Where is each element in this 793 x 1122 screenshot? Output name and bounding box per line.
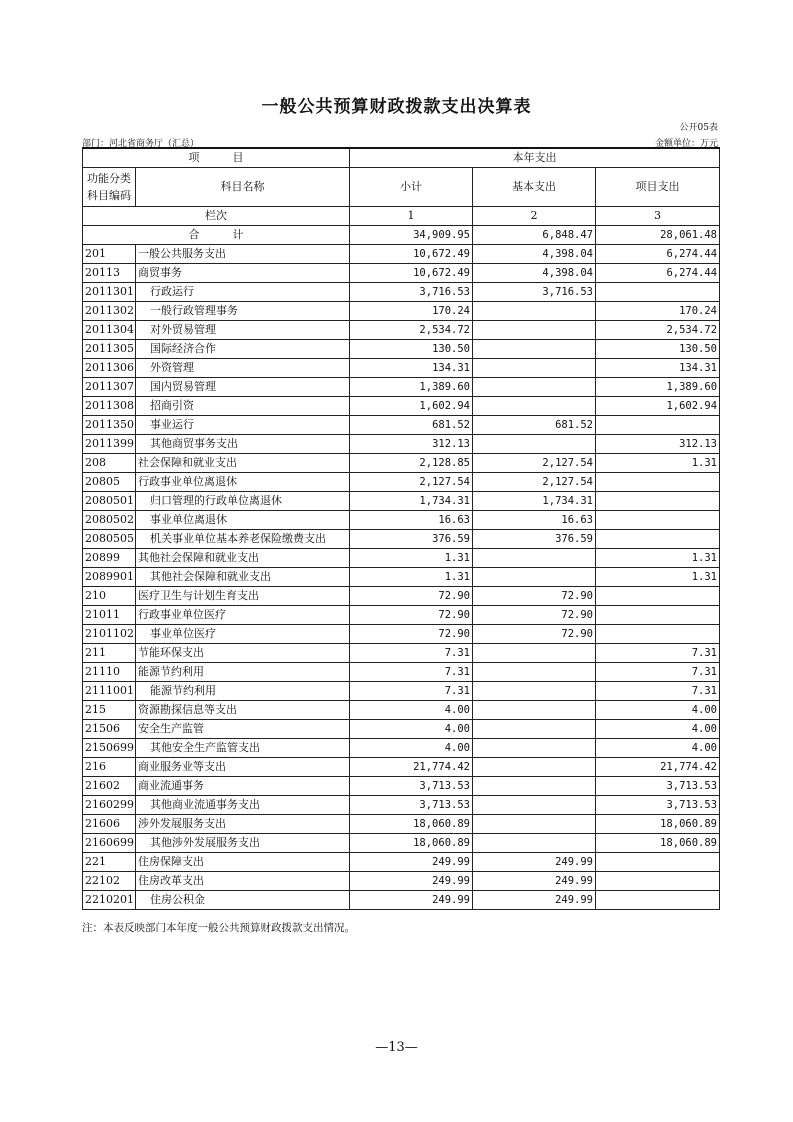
row-name: 国际经济合作	[136, 340, 350, 359]
row-subtotal: 72.90	[350, 587, 473, 606]
row-subtotal: 376.59	[350, 530, 473, 549]
row-subtotal: 10,672.49	[350, 264, 473, 283]
row-basic: 3,716.53	[473, 283, 596, 302]
row-subtotal: 312.13	[350, 435, 473, 454]
row-name: 涉外发展服务支出	[136, 815, 350, 834]
header-project: 项 目	[83, 148, 350, 168]
row-basic: 72.90	[473, 625, 596, 644]
row-basic	[473, 777, 596, 796]
row-basic: 1,734.31	[473, 492, 596, 511]
row-subtotal: 249.99	[350, 853, 473, 872]
row-basic: 681.52	[473, 416, 596, 435]
row-code: 2011306	[83, 359, 136, 378]
row-name: 住房保障支出	[136, 853, 350, 872]
row-subtotal: 18,060.89	[350, 815, 473, 834]
row-code: 2011301	[83, 283, 136, 302]
row-code: 20899	[83, 549, 136, 568]
row-code: 2089901	[83, 568, 136, 587]
row-name: 其他涉外发展服务支出	[136, 834, 350, 853]
row-project: 4.00	[596, 701, 720, 720]
row-name: 其他商贸事务支出	[136, 435, 350, 454]
table-row	[83, 416, 720, 435]
row-name: 招商引资	[136, 397, 350, 416]
row-code: 2011304	[83, 321, 136, 340]
row-name: 对外贸易管理	[136, 321, 350, 340]
row-code: 2210201	[83, 891, 136, 910]
row-basic	[473, 397, 596, 416]
row-subtotal: 4.00	[350, 701, 473, 720]
row-code: 2111001	[83, 682, 136, 701]
row-project	[596, 587, 720, 606]
row-name: 能源节约利用	[136, 682, 350, 701]
row-basic	[473, 359, 596, 378]
row-basic	[473, 739, 596, 758]
row-name: 一般行政管理事务	[136, 302, 350, 321]
row-name: 住房公积金	[136, 891, 350, 910]
row-name: 能源节约利用	[136, 663, 350, 682]
row-project: 3,713.53	[596, 777, 720, 796]
table-row	[83, 853, 720, 872]
row-name: 安全生产监管	[136, 720, 350, 739]
header-func-code: 功能分类科目编码	[83, 168, 136, 207]
row-subtotal: 3,713.53	[350, 796, 473, 815]
row-code: 20805	[83, 473, 136, 492]
header-project-exp: 项目支出	[596, 168, 720, 207]
row-subtotal: 72.90	[350, 625, 473, 644]
row-subtotal: 1.31	[350, 568, 473, 587]
row-name: 事业单位医疗	[136, 625, 350, 644]
row-name: 归口管理的行政单位离退休	[136, 492, 350, 511]
row-code: 2080502	[83, 511, 136, 530]
row-project: 2,534.72	[596, 321, 720, 340]
table-row	[83, 245, 720, 264]
row-subtotal: 130.50	[350, 340, 473, 359]
header-current-year: 本年支出	[350, 148, 720, 168]
table-row	[83, 663, 720, 682]
row-basic	[473, 758, 596, 777]
row-name: 医疗卫生与计划生育支出	[136, 587, 350, 606]
row-subtotal: 7.31	[350, 682, 473, 701]
row-code: 208	[83, 454, 136, 473]
row-code: 2011305	[83, 340, 136, 359]
table-row	[83, 397, 720, 416]
row-subtotal: 2,128.85	[350, 454, 473, 473]
row-project: 18,060.89	[596, 815, 720, 834]
row-name: 节能环保支出	[136, 644, 350, 663]
row-code: 2160699	[83, 834, 136, 853]
row-basic: 249.99	[473, 853, 596, 872]
table-row	[83, 454, 720, 473]
table-row	[83, 264, 720, 283]
row-project: 6,274.44	[596, 245, 720, 264]
total-label: 合 计	[83, 226, 350, 245]
row-name: 行政运行	[136, 283, 350, 302]
row-name: 其他安全生产监管支出	[136, 739, 350, 758]
row-project: 6,274.44	[596, 264, 720, 283]
total-basic: 6,848.47	[473, 226, 596, 245]
table-row	[83, 435, 720, 454]
row-basic	[473, 796, 596, 815]
row-subtotal: 10,672.49	[350, 245, 473, 264]
row-subtotal: 3,713.53	[350, 777, 473, 796]
row-name: 商业流通事务	[136, 777, 350, 796]
row-project: 21,774.42	[596, 758, 720, 777]
row-project	[596, 891, 720, 910]
table-row	[83, 511, 720, 530]
row-basic	[473, 701, 596, 720]
table-row	[83, 834, 720, 853]
row-name: 住房改革支出	[136, 872, 350, 891]
row-basic: 16.63	[473, 511, 596, 530]
row-project	[596, 473, 720, 492]
row-basic	[473, 568, 596, 587]
row-code: 2011399	[83, 435, 136, 454]
row-code: 22102	[83, 872, 136, 891]
row-project	[596, 606, 720, 625]
table-row	[83, 720, 720, 739]
header-column-label: 栏次	[83, 207, 350, 226]
table-row	[83, 587, 720, 606]
row-project: 312.13	[596, 435, 720, 454]
row-name: 事业运行	[136, 416, 350, 435]
row-project: 1,389.60	[596, 378, 720, 397]
row-code: 20113	[83, 264, 136, 283]
row-basic	[473, 340, 596, 359]
row-project: 1,602.94	[596, 397, 720, 416]
row-subtotal: 1,389.60	[350, 378, 473, 397]
table-row	[83, 321, 720, 340]
row-name: 其他商业流通事务支出	[136, 796, 350, 815]
row-basic	[473, 321, 596, 340]
footnote: 注：本表反映部门本年度一般公共预算财政拨款支出情况。	[82, 922, 355, 934]
row-project	[596, 625, 720, 644]
row-code: 211	[83, 644, 136, 663]
row-basic	[473, 302, 596, 321]
row-project	[596, 530, 720, 549]
table-row	[83, 568, 720, 587]
total-project: 28,061.48	[596, 226, 720, 245]
row-code: 2101102	[83, 625, 136, 644]
row-basic: 2,127.54	[473, 454, 596, 473]
table-row	[83, 796, 720, 815]
row-subtotal: 72.90	[350, 606, 473, 625]
row-project: 7.31	[596, 663, 720, 682]
row-name: 事业单位离退休	[136, 511, 350, 530]
row-subtotal: 2,127.54	[350, 473, 473, 492]
row-subtotal: 170.24	[350, 302, 473, 321]
row-subtotal: 16.63	[350, 511, 473, 530]
table-row	[83, 359, 720, 378]
table-row	[83, 302, 720, 321]
row-name: 其他社会保障和就业支出	[136, 568, 350, 587]
table-row	[83, 701, 720, 720]
row-basic	[473, 663, 596, 682]
row-project	[596, 416, 720, 435]
row-project: 1.31	[596, 568, 720, 587]
row-project: 18,060.89	[596, 834, 720, 853]
row-code: 2160299	[83, 796, 136, 815]
row-project: 170.24	[596, 302, 720, 321]
row-project: 1.31	[596, 549, 720, 568]
row-name: 机关事业单位基本养老保险缴费支出	[136, 530, 350, 549]
row-project: 4.00	[596, 720, 720, 739]
row-name: 外资管理	[136, 359, 350, 378]
page-title: 一般公共预算财政拨款支出决算表	[261, 97, 532, 117]
header-col2: 2	[473, 207, 596, 226]
table-row	[83, 644, 720, 663]
row-code: 21602	[83, 777, 136, 796]
row-subtotal: 2,534.72	[350, 321, 473, 340]
header-col1: 1	[350, 207, 473, 226]
row-basic: 249.99	[473, 872, 596, 891]
row-subtotal: 249.99	[350, 891, 473, 910]
expenditure-table	[82, 147, 720, 910]
header-subtotal: 小计	[350, 168, 473, 207]
row-basic: 249.99	[473, 891, 596, 910]
form-code: 公开05表	[679, 123, 718, 133]
row-code: 221	[83, 853, 136, 872]
row-project: 7.31	[596, 644, 720, 663]
page-number: —13—	[375, 1040, 418, 1055]
row-subtotal: 4.00	[350, 720, 473, 739]
table-row	[83, 283, 720, 302]
row-code: 215	[83, 701, 136, 720]
department-label: 部门：河北省商务厅（汇总）	[82, 139, 200, 149]
row-code: 21506	[83, 720, 136, 739]
row-name: 其他社会保障和就业支出	[136, 549, 350, 568]
row-subtotal: 681.52	[350, 416, 473, 435]
row-subtotal: 1,602.94	[350, 397, 473, 416]
row-name: 资源勘探信息等支出	[136, 701, 350, 720]
row-basic	[473, 682, 596, 701]
table-row	[83, 777, 720, 796]
row-code: 2150699	[83, 739, 136, 758]
row-subtotal: 7.31	[350, 644, 473, 663]
table-row	[83, 625, 720, 644]
row-subtotal: 18,060.89	[350, 834, 473, 853]
row-code: 21606	[83, 815, 136, 834]
row-subtotal: 1.31	[350, 549, 473, 568]
row-code: 2011308	[83, 397, 136, 416]
row-project: 4.00	[596, 739, 720, 758]
row-subtotal: 249.99	[350, 872, 473, 891]
row-name: 行政事业单位离退休	[136, 473, 350, 492]
total-row	[83, 226, 720, 245]
row-project: 130.50	[596, 340, 720, 359]
header-basic: 基本支出	[473, 168, 596, 207]
table-row	[83, 815, 720, 834]
row-code: 216	[83, 758, 136, 777]
row-code: 2011302	[83, 302, 136, 321]
row-subtotal: 4.00	[350, 739, 473, 758]
row-project: 134.31	[596, 359, 720, 378]
row-basic	[473, 378, 596, 397]
row-project: 3,713.53	[596, 796, 720, 815]
row-subtotal: 1,734.31	[350, 492, 473, 511]
row-subtotal: 21,774.42	[350, 758, 473, 777]
row-name: 商业服务业等支出	[136, 758, 350, 777]
row-basic	[473, 435, 596, 454]
table-row	[83, 530, 720, 549]
row-basic: 376.59	[473, 530, 596, 549]
row-code: 2080501	[83, 492, 136, 511]
row-project: 1.31	[596, 454, 720, 473]
row-subtotal: 134.31	[350, 359, 473, 378]
row-project	[596, 283, 720, 302]
row-subtotal: 7.31	[350, 663, 473, 682]
row-project: 7.31	[596, 682, 720, 701]
unit-label: 金额单位：万元	[654, 139, 718, 149]
row-name: 社会保障和就业支出	[136, 454, 350, 473]
header-col3: 3	[596, 207, 720, 226]
total-subtotal: 34,909.95	[350, 226, 473, 245]
table-row	[83, 682, 720, 701]
row-name: 商贸事务	[136, 264, 350, 283]
row-project	[596, 511, 720, 530]
table-row	[83, 606, 720, 625]
row-basic	[473, 834, 596, 853]
table-row	[83, 378, 720, 397]
row-code: 2011307	[83, 378, 136, 397]
row-code: 2080505	[83, 530, 136, 549]
row-basic: 4,398.04	[473, 264, 596, 283]
table-row	[83, 492, 720, 511]
row-code: 21110	[83, 663, 136, 682]
row-subtotal: 3,716.53	[350, 283, 473, 302]
table-row	[83, 891, 720, 910]
row-basic	[473, 815, 596, 834]
header-subject-name: 科目名称	[136, 168, 350, 207]
table-row	[83, 739, 720, 758]
row-basic	[473, 549, 596, 568]
row-code: 2011350	[83, 416, 136, 435]
row-basic	[473, 644, 596, 663]
row-code: 21011	[83, 606, 136, 625]
row-basic: 2,127.54	[473, 473, 596, 492]
row-basic: 72.90	[473, 606, 596, 625]
row-project	[596, 872, 720, 891]
row-name: 国内贸易管理	[136, 378, 350, 397]
row-name: 行政事业单位医疗	[136, 606, 350, 625]
row-project	[596, 492, 720, 511]
table-row	[83, 340, 720, 359]
row-basic	[473, 720, 596, 739]
row-code: 201	[83, 245, 136, 264]
row-project	[596, 853, 720, 872]
table-row	[83, 872, 720, 891]
table-row	[83, 758, 720, 777]
table-row	[83, 549, 720, 568]
table-row	[83, 473, 720, 492]
row-basic: 4,398.04	[473, 245, 596, 264]
row-basic: 72.90	[473, 587, 596, 606]
row-name: 一般公共服务支出	[136, 245, 350, 264]
row-code: 210	[83, 587, 136, 606]
